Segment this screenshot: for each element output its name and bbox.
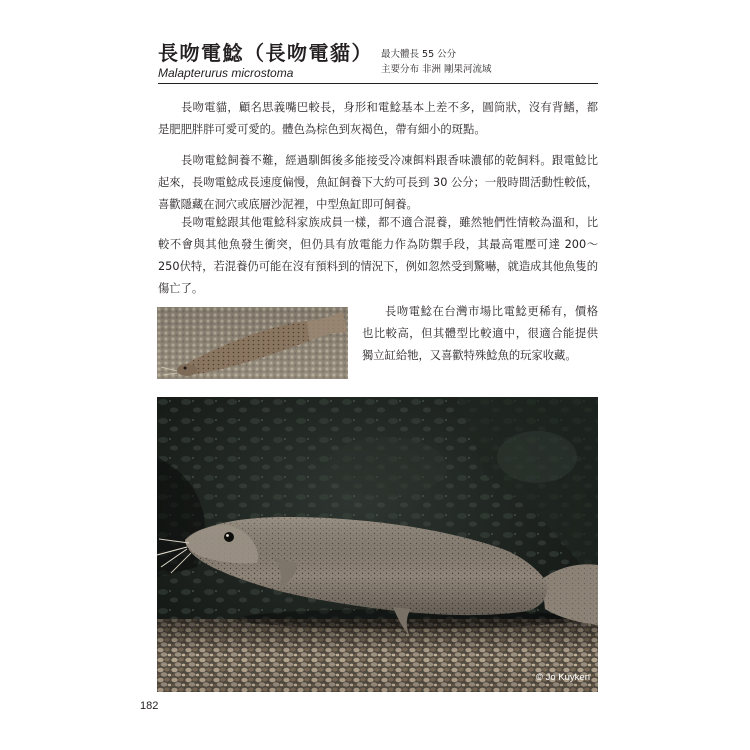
fish-thumbnail-photo [157, 307, 348, 379]
fish-main-photo [157, 397, 598, 692]
title-block [158, 40, 373, 80]
scientific-name: Malapterurus microstoma [158, 66, 294, 80]
max-size-info: 最大體長 55 公分 [381, 49, 457, 60]
page-title: 長吻電鯰（長吻電貓） [158, 41, 373, 65]
header-divider [158, 83, 598, 84]
paragraph-temperament: 長吻電鯰跟其他電鯰科家族成員一樣，都不適合混養，雖然牠們性情較為溫和，比較不會與其他魚發生衝突，但仍具有放電能力作為防禦手段，其最高電壓可達 200～250伏特，若混養仍可能在沒有預料到的情況下，例如忽然受到驚嚇，就造成其他魚隻的傷亡了。 [158, 216, 598, 295]
distribution-info: 主要分布 非洲 剛果河流域 [381, 64, 492, 75]
paragraph-market: 長吻電鯰在台灣市場比電鯰更稀有，價格也比較高，但其體型比較適中，很適合能提供獨立缸給牠，又喜歡特殊鯰魚的玩家收藏。 [362, 305, 598, 362]
paragraph-care: 長吻電鯰飼養不難，經過馴餌後多能接受冷凍餌料跟香味濃郁的乾飼料。跟電鯰比起來，長吻電鯰成長速度偏慢，魚缸飼養下大約可長到 30 公分；一般時間活動性較低，喜歡隱藏在洞穴或底層沙泥裡，中型魚缸即可飼養。 [158, 154, 598, 211]
paragraph-description: 長吻電貓，顧名思義嘴巴較長，身形和電鯰基本上差不多，圓筒狀，沒有背鰭，都是肥肥胖胖可愛可愛的。體色為棕色到灰褐色，帶有細小的斑點。 [158, 101, 598, 136]
species-meta [381, 47, 492, 77]
photo-credit: © Jo Kuyken [536, 672, 590, 683]
species-header [158, 40, 598, 86]
page-number: 182 [140, 700, 159, 712]
